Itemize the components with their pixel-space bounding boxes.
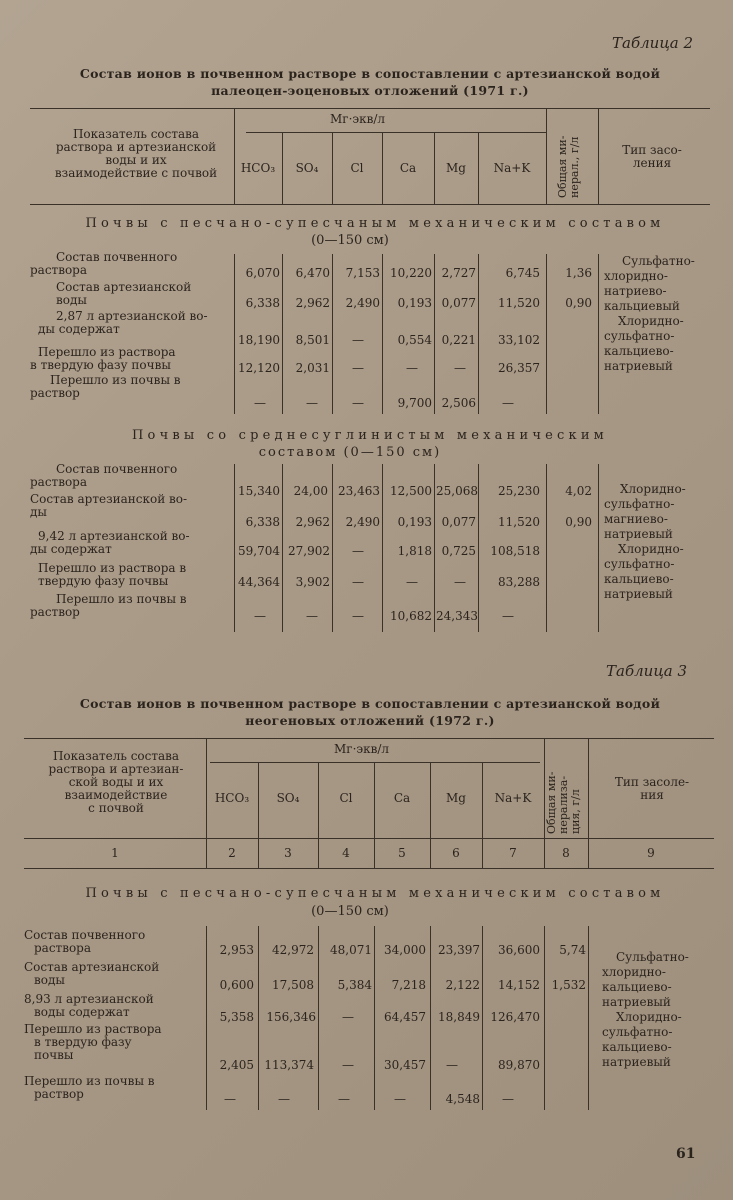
table2-header-indicator: Показатель состава раствора и артезианской воды и их взаимодействие с почвой: [54, 127, 218, 180]
table3-col-nak: Na+K: [494, 791, 532, 805]
table3-col-hco3: HCO₃: [214, 791, 250, 805]
table3-label: Таблица 3: [606, 662, 688, 680]
table3-s1-label-4: Перешло из раствора в твердую фазу почвы: [24, 1022, 162, 1062]
table2-top-rule: [30, 108, 710, 109]
table2-units-rule: [246, 132, 546, 133]
table2-col-hco3: HCO₃: [240, 161, 276, 175]
table3-col-cl: Cl: [339, 791, 353, 805]
table3-header-indicator: Показатель состава раствора и артезиан- ской воды и их взаимодействие с почвой: [48, 749, 184, 815]
table3-header-mineral: Общая ми- нерализа- ция, г/л: [545, 771, 582, 834]
table3-section1-depth: (0—150 см): [311, 904, 389, 919]
table2-col-so4: SO₄: [295, 161, 319, 175]
table2-col-ca: Ca: [399, 161, 417, 175]
table2-s1-label-2: Состав артезианской воды: [56, 280, 192, 307]
table2-section2-title: Почвы со среднесуглинистым механическим: [132, 428, 608, 443]
table2-header-units: Мг·экв/л: [330, 112, 386, 126]
table2-col-mg: Mg: [446, 161, 466, 175]
table2-s2-label-2: Состав артезианской во- ды: [30, 492, 188, 519]
table3-s1-label-5: Перешло из почвы в раствор: [24, 1074, 155, 1101]
table3-col-so4: SO₄: [276, 791, 300, 805]
table2-section2-title2: составом (0—150 см): [258, 445, 442, 460]
table3-col-ca: Ca: [393, 791, 411, 805]
table2-header-type: Тип засо- ления: [622, 143, 682, 170]
table2-label: Таблица 2: [612, 34, 694, 52]
table2-col-cl: Cl: [350, 161, 364, 175]
table3-header-type: Тип засоле- ния: [614, 775, 690, 802]
table2-s1-label-5: Перешло из почвы в раствор: [30, 373, 181, 400]
table2-title-line2: палеоцен-эоценовых отложений (1971 г.): [211, 83, 529, 98]
table3-s1-label-1: Состав почвенного раствора: [24, 928, 146, 955]
table2-s1-label-3: 2,87 л артезианской во- ды содержат: [38, 309, 208, 336]
table3-title-line1: Состав ионов в почвенном растворе в сопоставлении с артезианской водой: [79, 696, 661, 711]
table2-s2-label-4: Перешло из раствора в твердую фазу почвы: [38, 561, 187, 588]
table2-s1-label-1: Состав почвенного раствора: [30, 250, 178, 277]
table2-section1-depth: (0—150 см): [311, 233, 389, 248]
table2-col-nak: Na+K: [493, 161, 531, 175]
table2-header-rule: [30, 204, 710, 205]
table3-title-line2: неогеновых отложений (1972 г.): [245, 713, 495, 728]
table3-s1-label-2: Состав артезианской воды: [24, 960, 160, 987]
table2-s2-label-1: Состав почвенного раствора: [30, 462, 178, 489]
table2-s1-type: Сульфатно- хлоридно- натриево- кальциевый Хлоридно- сульфатно- кальциево- натриевый: [604, 254, 695, 373]
table2-title-line1: Состав ионов в почвенном растворе в сопоставлении с артезианской водой: [79, 66, 661, 81]
table2-s1-label-4: Перешло из раствора в твердую фазу почвы: [30, 345, 176, 372]
page-number: 61: [676, 1146, 696, 1162]
table2-s2-label-5: Перешло из почвы в раствор: [30, 592, 187, 619]
table3-s1-type: Сульфатно- хлоридно- кальциево- натриевый Хлоридно- сульфатно- кальциево- натриевый: [602, 950, 689, 1069]
book-page: Таблица 2 Состав ионов в почвенном растворе в сопоставлении с артезианской водой палеоцен-эоценовых отложений (1971 г.) Показатель состава раствора и артезианской воды и их взаимодействие с почвой Мг·экв/л HCO₃ SO₄ Cl Ca Mg Na+K Общая ми- нерал., г/л Тип засо- ления Почвы с песчано-супесчаным механическим составом (0—150 см) Состав почвенного раствора Состав артезианской воды 2,87 л артезианской во- ды содержат Перешло из раствора в твердую фазу почвы Перешло из почвы в раствор 6,070 6,470 7,153 10,220 2,727 6,745 1,36 6,338 2,962 2,490 0,193 0,077 11,520 0,90 18,190 8,501 — 0,554 0,221 33,102 12,120 2,031 — — — 26,357 — — — 9,700 2,506 — Сульфатно- хлоридно- натриево- кальциевый Хлоридно- сульфатно- кальциево- натриевый Почвы со среднесуглинистым механическим составом (0—150 см) Состав почвенного раствора Состав артезианской во- ды 9,42 л артезианской во- ды содержат Перешло из раствора в твердую фазу почвы Перешло из почвы в раствор 15,340 24,00 23,463 12,500 25,068 25,230 4,02 6,338 2,962 2,490 0,193 0,077 11,520 0,90 59,704 27,902 — 1,818 0,725 108,518 44,364 3,902 — — — 83,288 — — — 10,682 24,343 — Хлоридно- сульфатно- магниево- натриевый Хлоридно- сульфатно- кальциево- натриевый Таблица 3 Состав ионов в почвенном растворе в сопоставлении с артезианской водой неогеновых отложений (1972 г.) Показатель состава раствора и артезиан- ской воды и их взаимодействие с почвой Мг·экв/л HCO₃ SO₄ Cl Ca Mg Na+K Общая ми- нерализа- ция, г/л Тип засоле- ния 1 2 3 4 5 6 7 8 9 Почвы с песчано-супесчаным механическим составом (0—150 см) Состав почвенного раствора Состав артезианской воды 8,93 л артезианской воды содержат Перешло из раствора в твердую фазу почвы Перешло из почвы в раствор 2,953 42,972 48,071 34,000 23,397 36,600 5,74 0,600 17,508 5,384 7,218 2,122 14,152 1,532 5,358 156,346 — 64,457 18,849 126,470 2,405 113,374 — 30,457 — 89,870 — — — — 4,548 — Сульфатно- хлоридно- кальциево- натриевый Хлоридно- сульфатно- кальциево- натриевый 61: [0, 0, 733, 1200]
table3-col-mg: Mg: [446, 791, 466, 805]
table3-section1-title: Почвы с песчано-супесчаным механическим составом: [85, 886, 665, 901]
table3-s1-label-3: 8,93 л артезианской воды содержат: [24, 992, 154, 1019]
table2-header-mineral: Общая ми- нерал., г/л: [556, 135, 581, 198]
table3-header-units: Мг·экв/л: [334, 742, 390, 756]
table2-s2-type: Хлоридно- сульфатно- магниево- натриевый Хлоридно- сульфатно- кальциево- натриевый: [604, 482, 686, 601]
table2-section1-title: Почвы с песчано-супесчаным механическим составом: [85, 216, 665, 231]
table2-s2-label-3: 9,42 л артезианской во- ды содержат: [30, 529, 190, 556]
